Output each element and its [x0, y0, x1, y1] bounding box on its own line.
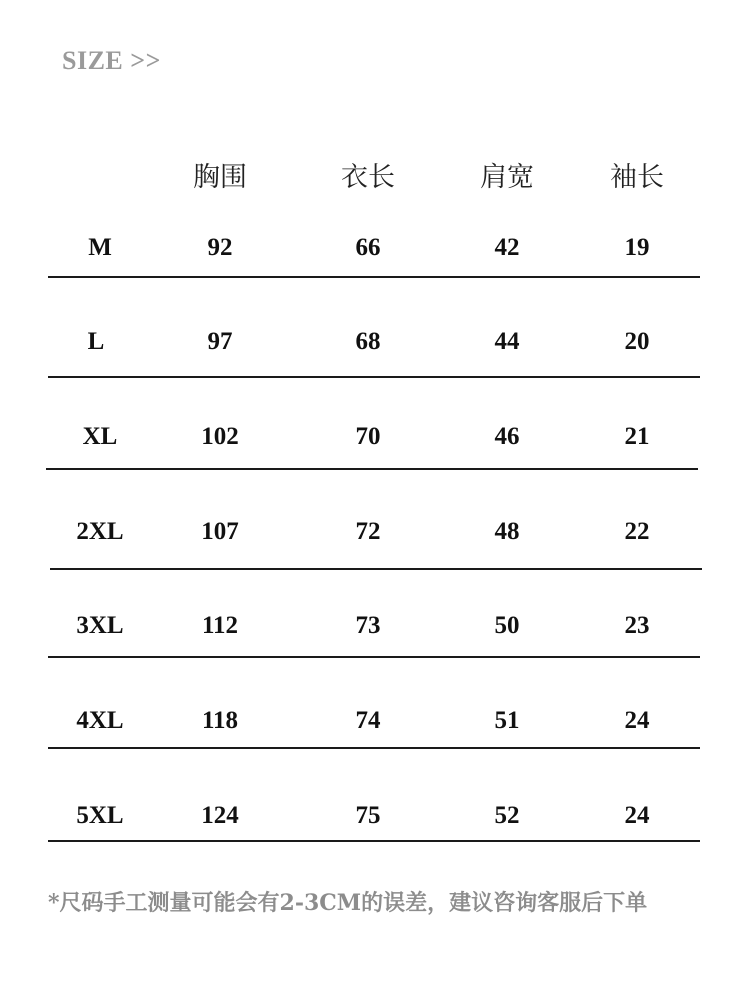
- table-row: [0, 707, 750, 747]
- sleeve-value: 20: [624, 328, 650, 355]
- length-value: 68: [355, 328, 381, 355]
- size-label: 4XL: [76, 707, 124, 734]
- chest-value: 102: [201, 423, 239, 450]
- size-label: M: [88, 234, 112, 261]
- shoulder-value: 44: [494, 328, 520, 355]
- row-divider: [48, 747, 700, 749]
- chest-value: 107: [201, 518, 239, 545]
- size-label: L: [87, 328, 105, 355]
- row-divider: [48, 656, 700, 658]
- shoulder-value: 48: [494, 518, 520, 545]
- length-value: 66: [355, 234, 381, 261]
- chest-value: 97: [207, 328, 233, 355]
- row-divider: [48, 840, 700, 842]
- measurement-note: *尺码手工测量可能会有2-3CM的误差，建议咨询客服后下单: [48, 890, 648, 916]
- size-label: 2XL: [76, 518, 124, 545]
- length-value: 72: [355, 518, 381, 545]
- shoulder-value: 46: [494, 423, 520, 450]
- shoulder-value: 50: [494, 612, 520, 639]
- size-label: XL: [82, 423, 118, 450]
- shoulder-value: 52: [494, 802, 520, 829]
- size-label: 3XL: [76, 612, 124, 639]
- shoulder-value: 51: [494, 707, 520, 734]
- table-header: [0, 155, 750, 195]
- shoulder-value: 42: [494, 234, 520, 261]
- length-value: 73: [355, 612, 381, 639]
- length-value: 75: [355, 802, 381, 829]
- size-chart-title: SIZE >>: [62, 46, 161, 75]
- row-divider: [50, 568, 702, 570]
- sleeve-value: 23: [624, 612, 650, 639]
- chest-value: 124: [201, 802, 239, 829]
- size-label: 5XL: [76, 802, 124, 829]
- row-divider: [46, 468, 698, 470]
- sleeve-value: 24: [624, 707, 650, 734]
- row-divider: [48, 376, 700, 378]
- table-row: [0, 518, 750, 558]
- chest-value: 118: [201, 707, 239, 734]
- table-row: [0, 234, 750, 274]
- header-length: 衣长: [341, 162, 395, 193]
- sleeve-value: 22: [624, 518, 650, 545]
- sleeve-value: 19: [624, 234, 650, 261]
- length-value: 70: [355, 423, 381, 450]
- header-chest: 胸围: [193, 162, 247, 193]
- header-sleeve: 袖长: [610, 162, 664, 193]
- table-row: [0, 612, 750, 652]
- chest-value: 112: [201, 612, 239, 639]
- sleeve-value: 24: [624, 802, 650, 829]
- header-shoulder: 肩宽: [480, 162, 534, 193]
- sleeve-value: 21: [624, 423, 650, 450]
- table-row: [0, 802, 750, 842]
- length-value: 74: [355, 707, 381, 734]
- table-row: [0, 328, 750, 368]
- chest-value: 92: [207, 234, 233, 261]
- table-row: [0, 423, 750, 463]
- row-divider: [48, 276, 700, 278]
